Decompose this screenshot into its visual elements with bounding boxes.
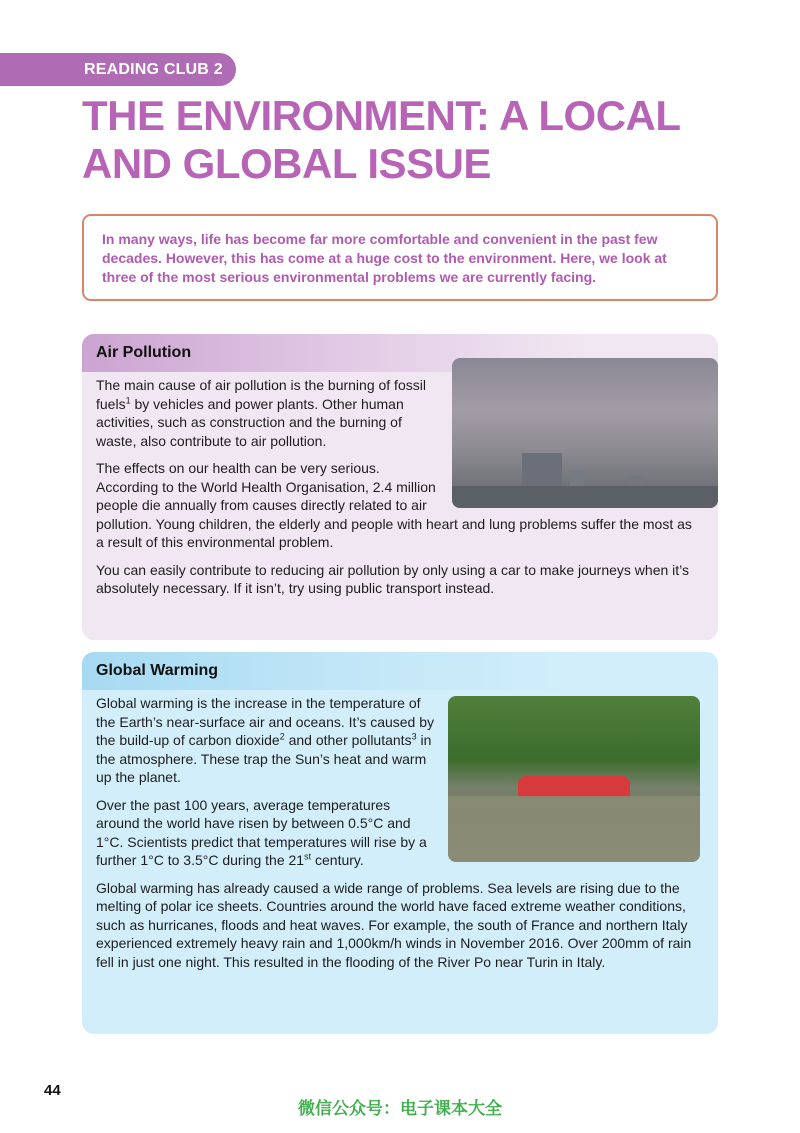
- air-pollution-paragraph-3: You can easily contribute to reducing air pollution by only using a car to make journeys when it’s absolutely necessary. If it isn’t, try using public transport instead.: [96, 561, 690, 596]
- footer-note: 微信公众号：电子课本大全: [298, 1099, 502, 1118]
- air-pollution-heading: Air Pollution: [82, 334, 718, 372]
- air-pollution-paragraph-2: The effects on our health can be very serious. According to the World Health Organisation, 2.4 million people die annually from causes directly related to air pollution. Young children, the elderly and people with heart and lung problems suffer the most as a result of this environmental problem.: [96, 460, 692, 550]
- global-warming-paragraph-2: Over the past 100 years, average temperatures around the world have risen by between 0.5°C and 1°C. Scientists predict that temperatures will rise by a further 1°C to 3.5°C during the 21st century.: [96, 796, 427, 868]
- flooded-car-photo: [448, 696, 700, 862]
- reading-club-tab: READING CLUB 2: [0, 53, 236, 86]
- global-warming-section: [82, 652, 718, 1034]
- global-warming-paragraph-1: Global warming is the increase in the temperature of the Earth’s near-surface air and oceans. It’s caused by the build-up of carbon dioxide$^2$ and other pollutants$^3$ in the atmosphere. These trap the Sun’s heat and warm up the planet.: [96, 695, 435, 785]
- global-warming-paragraph-3: Global warming has already caused a wide range of problems. Sea levels are rising due to the melting of polar ice sheets. Countries around the world have faced extreme weather conditions, such as hurricanes, floods and heat waves. For example, the south of France and northern Italy experienced extremely heavy rain and 1,000km/h winds in November 2016. Over 200mm of rain fell in just one night. This resulted in the flooding of the River Po near Turin in Italy.: [96, 879, 692, 970]
- page-title: THE ENVIRONMENT: A LOCAL AND GLOBAL ISSUE: [82, 92, 680, 188]
- global-warming-heading: Global Warming: [82, 652, 718, 690]
- smog-city-photo: [452, 358, 718, 508]
- air-pollution-body: [82, 372, 718, 598]
- air-pollution-paragraph-1: The main cause of air pollution is the burning of fossil fuels$^1$ by vehicles and power plants. Other human activities, such as construction and the burning of waste, also contribute to air pollution.: [96, 377, 426, 449]
- global-warming-body: [82, 690, 718, 971]
- page-number: 44: [44, 1082, 61, 1099]
- intro-box: In many ways, life has become far more comfortable and convenient in the past few decades. However, this has come at a huge cost to the environment. Here, we look at three of the most serious environmental problems we are currently facing.: [82, 214, 718, 301]
- air-pollution-section: [82, 334, 718, 640]
